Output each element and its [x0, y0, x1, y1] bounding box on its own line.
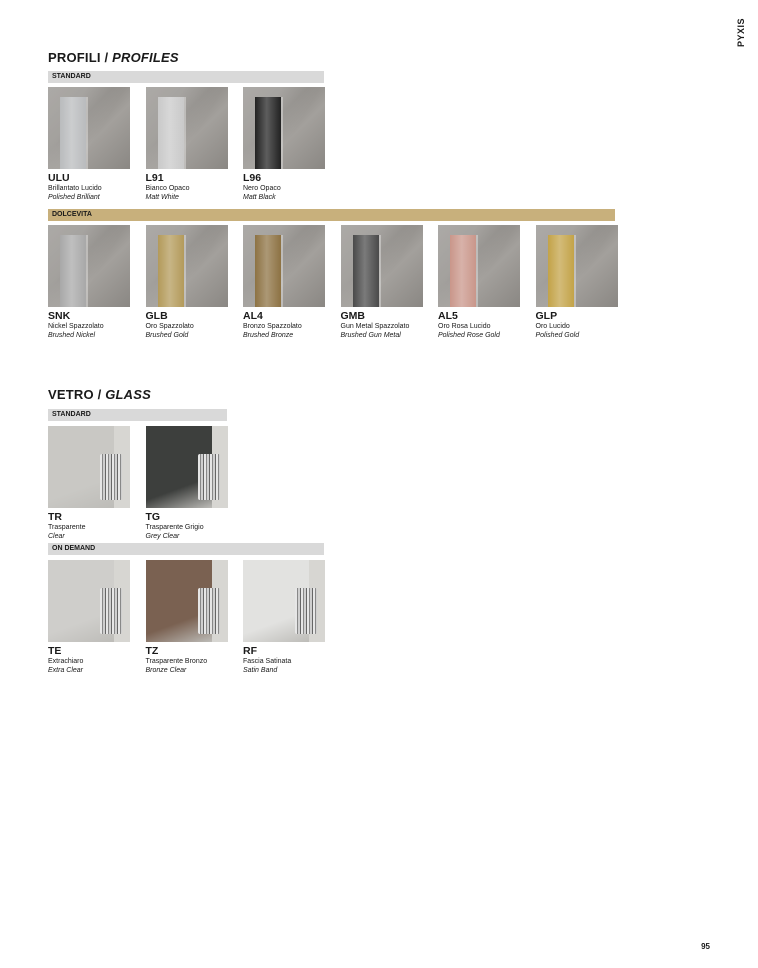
swatch-code: TG — [145, 511, 161, 523]
swatch-code: GMB — [340, 310, 365, 322]
brand-label: PYXIS — [736, 18, 746, 48]
profile-strip — [353, 235, 379, 307]
swatch-code: L91 — [145, 172, 164, 184]
swatch-al4 — [243, 225, 325, 307]
swatch-name-it: Bronzo Spazzolato — [243, 323, 302, 330]
glass-title-it: VETRO — [48, 387, 94, 402]
swatch-glp — [536, 225, 618, 307]
swatch-name-en: Extra Clear — [48, 667, 84, 674]
swatch-code: TR — [48, 511, 62, 523]
page-number: 95 — [701, 942, 710, 951]
swatch-name-en: Satin Band — [243, 667, 278, 674]
swatch-name-it: Oro Rosa Lucido — [438, 323, 491, 330]
vase-icon — [198, 454, 220, 500]
swatch-code: RF — [243, 645, 257, 657]
section-bar-on-demand: ON DEMAND — [48, 543, 324, 555]
swatch-l91 — [146, 87, 228, 169]
profiles-title-it: PROFILI — [48, 50, 101, 65]
vase-icon — [198, 588, 220, 634]
profile-strip — [158, 97, 184, 169]
section-bar-dolcevita: DOLCEVITA — [48, 209, 615, 221]
profile-strip — [255, 235, 281, 307]
swatch-name-en: Polished Brilliant — [48, 194, 100, 201]
swatch-name-en: Matt White — [145, 194, 179, 201]
swatch-name-en: Brushed Bronze — [243, 332, 294, 339]
swatch-code: TZ — [145, 645, 159, 657]
swatch-code: SNK — [48, 310, 71, 322]
swatch-name-en: Polished Rose Gold — [438, 332, 500, 339]
swatch-snk — [48, 225, 130, 307]
profiles-title-en: PROFILES — [112, 50, 179, 65]
glass-title-en: GLASS — [105, 387, 152, 402]
swatch-code: AL4 — [243, 310, 263, 322]
swatch-name-it: Trasparente — [48, 524, 86, 531]
profile-strip — [548, 235, 574, 307]
swatch-rf — [243, 560, 325, 642]
profile-strip — [60, 235, 86, 307]
swatch-name-en: Polished Gold — [535, 332, 580, 339]
swatch-name-it: Oro Lucido — [535, 323, 570, 330]
swatch-glb — [146, 225, 228, 307]
swatch-name-en: Brushed Gold — [145, 332, 189, 339]
swatch-name-it: Nero Opaco — [243, 185, 281, 192]
swatch-code: GLP — [535, 310, 558, 322]
section-bar-standard-profiles: STANDARD — [48, 71, 324, 83]
swatch-name-it: Fascia Satinata — [243, 658, 292, 665]
swatch-name-it: Trasparente Bronzo — [145, 658, 208, 665]
vase-icon — [295, 588, 317, 634]
swatch-code: TE — [48, 645, 62, 657]
vase-icon — [100, 454, 122, 500]
swatch-ulu — [48, 87, 130, 169]
glass-heading: VETRO / GLASS — [48, 387, 152, 402]
swatch-name-en: Brushed Gun Metal — [340, 332, 401, 339]
swatch-l96 — [243, 87, 325, 169]
swatch-name-it: Nickel Spazzolato — [48, 323, 104, 330]
swatch-tr — [48, 426, 130, 508]
swatch-name-en: Clear — [48, 533, 65, 540]
swatch-code: GLB — [145, 310, 168, 322]
swatch-gmb — [341, 225, 423, 307]
swatch-name-it: Extrachiaro — [48, 658, 84, 665]
swatch-name-it: Gun Metal Spazzolato — [340, 323, 410, 330]
swatch-name-en: Matt Black — [243, 194, 276, 201]
swatch-code: AL5 — [438, 310, 458, 322]
swatch-name-it: Bianco Opaco — [145, 185, 190, 192]
swatch-te — [48, 560, 130, 642]
swatch-name-it: Brillantato Lucido — [48, 185, 102, 192]
profile-strip — [158, 235, 184, 307]
swatch-name-it: Oro Spazzolato — [145, 323, 194, 330]
profiles-heading: PROFILI / PROFILES — [48, 50, 179, 65]
swatch-tz — [146, 560, 228, 642]
swatch-name-en: Brushed Nickel — [48, 332, 96, 339]
vase-icon — [100, 588, 122, 634]
section-bar-standard-glass: STANDARD — [48, 409, 227, 421]
swatch-name-it: Trasparente Grigio — [145, 524, 204, 531]
profile-strip — [60, 97, 86, 169]
swatch-name-en: Bronze Clear — [145, 667, 187, 674]
swatch-code: L96 — [243, 172, 262, 184]
swatch-name-en: Grey Clear — [145, 533, 180, 540]
swatch-tg — [146, 426, 228, 508]
profile-strip — [255, 97, 281, 169]
swatch-code: ULU — [48, 172, 70, 184]
profile-strip — [450, 235, 476, 307]
swatch-al5 — [438, 225, 520, 307]
